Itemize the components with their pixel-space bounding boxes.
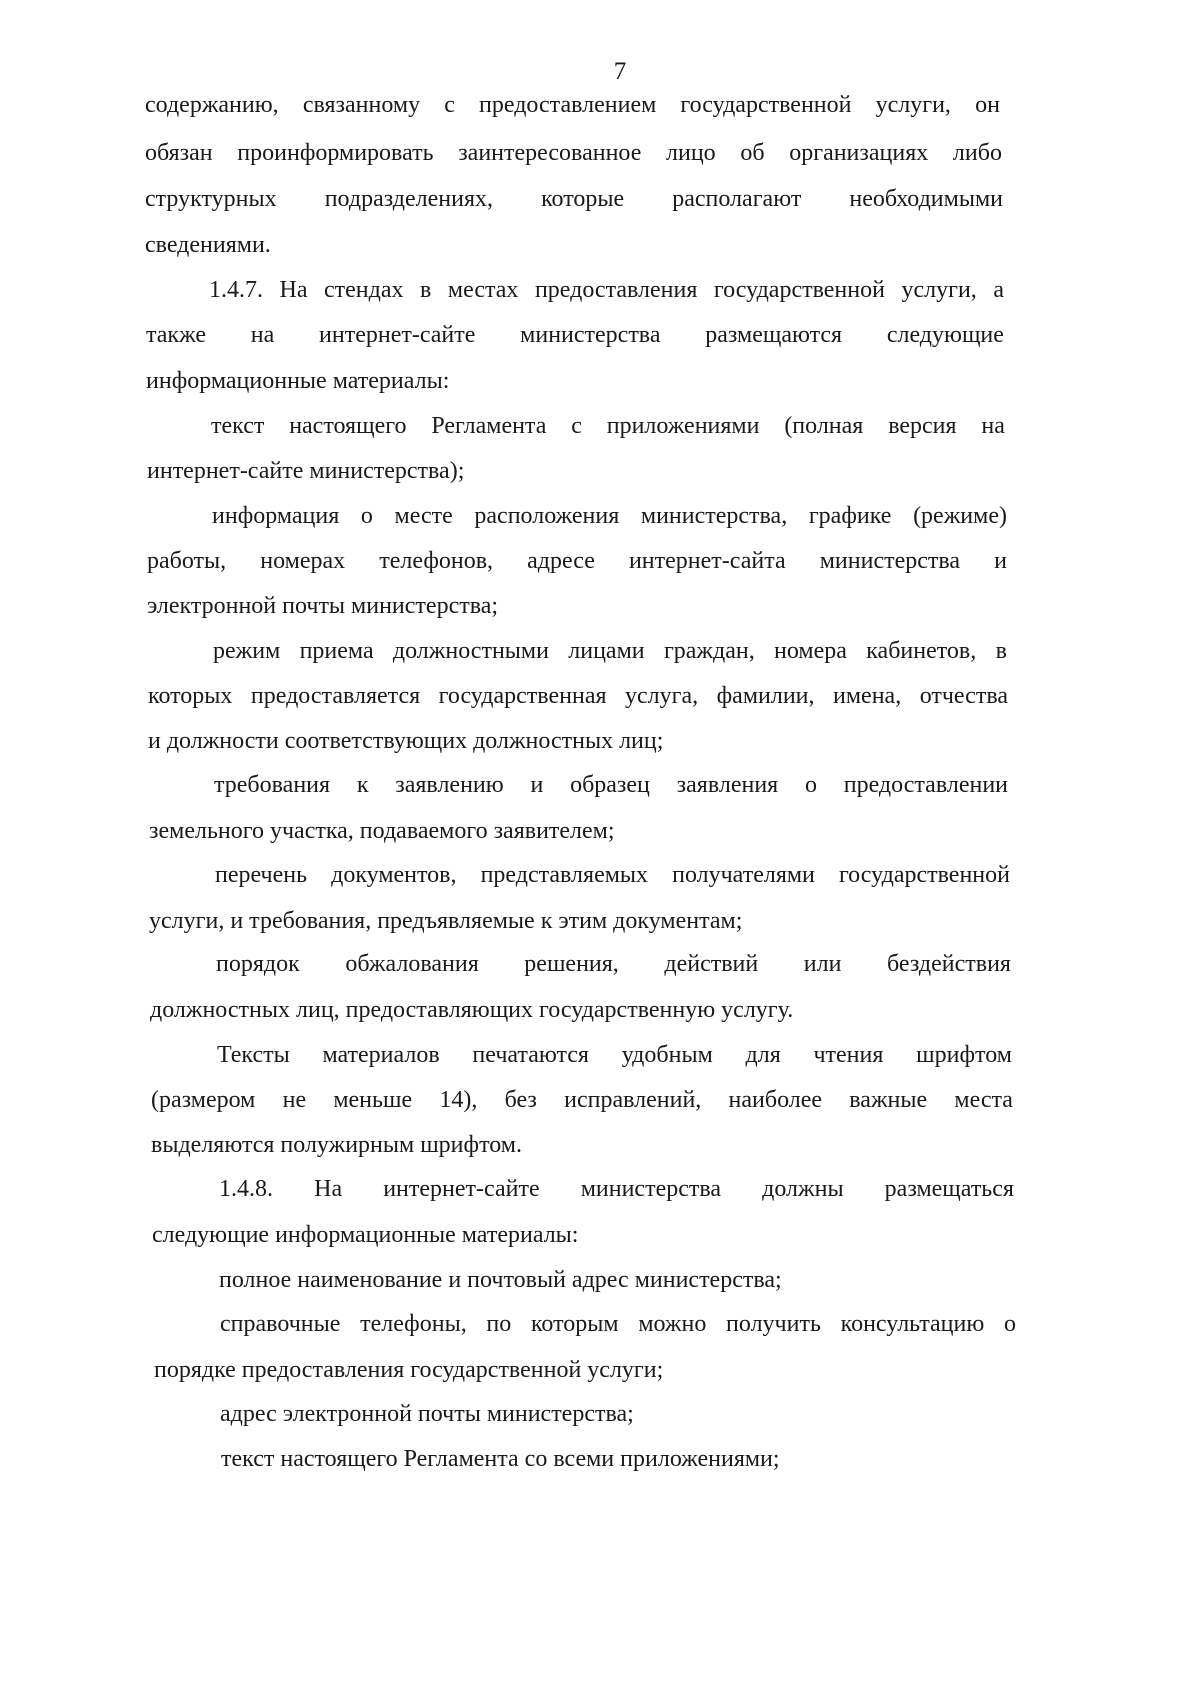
word: телефоны, (360, 1311, 467, 1337)
word: адресе (527, 548, 595, 574)
text-line (151, 1085, 1013, 1115)
word: лицо (666, 140, 716, 166)
list-item-line (211, 411, 1005, 441)
word: интернет-сайта (628, 548, 786, 574)
word: шрифтом (916, 1042, 1012, 1068)
word: приема (299, 638, 374, 664)
paragraph-first-line (217, 1040, 1012, 1070)
word: информация (212, 503, 340, 529)
word: государственной (680, 92, 852, 118)
word: заявления (676, 772, 779, 798)
word: предоставлением (479, 92, 657, 118)
text-line: земельного участка, подаваемого заявителем; (149, 818, 615, 844)
word: наиболее (728, 1087, 823, 1113)
text-line: сведениями. (145, 232, 271, 258)
word: можно (638, 1311, 707, 1337)
list-item-line (213, 636, 1007, 666)
list-item-line (212, 501, 1007, 531)
word: меньше (333, 1087, 413, 1113)
word: (полная (784, 413, 864, 439)
list-item-line (214, 770, 1008, 800)
word: получателями (672, 862, 815, 888)
word: удобным (621, 1042, 713, 1068)
text-line: информационные материалы: (146, 368, 450, 394)
word: стендах (324, 277, 404, 303)
text-line (145, 138, 1002, 168)
word: связанному (302, 92, 421, 118)
text-line: следующие информационные материалы: (152, 1222, 579, 1248)
word: материалов (322, 1042, 440, 1068)
word: Регламента (431, 413, 547, 439)
word: предоставлении (843, 772, 1008, 798)
word: требования (214, 772, 331, 798)
word: перечень (215, 862, 308, 888)
word: расположения (474, 503, 620, 529)
word: обязан (145, 140, 213, 166)
word: без (504, 1087, 537, 1113)
text-line (148, 681, 1008, 711)
word: 1.4.7. (209, 277, 263, 303)
word: в (420, 277, 432, 303)
word: (размером (151, 1087, 256, 1113)
word: услуга, (625, 683, 699, 709)
word: образец (570, 772, 650, 798)
word: печатаются (472, 1042, 589, 1068)
word: для (745, 1042, 781, 1068)
text-line: интернет-сайте министерства); (147, 458, 465, 484)
word: телефонов, (379, 548, 494, 574)
text-line: и должности соответствующих должностных лиц; (148, 728, 664, 754)
word: имена, (833, 683, 902, 709)
text-line: также на интернет-сайте министерства размещаются следующие (146, 322, 1004, 348)
word: услуги, (901, 277, 977, 303)
word: государственной (713, 277, 885, 303)
word: а (993, 277, 1004, 303)
word: предоставления (534, 277, 698, 303)
page-number: 7 (613, 58, 627, 85)
word: министерства (819, 548, 961, 574)
list-item-line (215, 860, 1010, 890)
word: государственная (438, 683, 607, 709)
word: консультацию (840, 1311, 985, 1337)
word: получить (726, 1311, 821, 1337)
text-line: выделяются полужирным шрифтом. (151, 1132, 522, 1158)
text-line: порядке предоставления государственной услуги; (154, 1357, 664, 1383)
word: заявлению (395, 772, 504, 798)
word: с (571, 413, 582, 439)
word: документов, (331, 862, 457, 888)
list-item-line: полное наименование и почтовый адрес министерства; (219, 1267, 782, 1293)
word: с (444, 92, 455, 118)
word: в (995, 638, 1007, 664)
word: он (975, 92, 1000, 118)
paragraph-first-line: 1.4.8. На интернет-сайте министерства должны размещаться (219, 1176, 1014, 1202)
word: Тексты (217, 1042, 290, 1068)
word: текст (211, 413, 265, 439)
word: лицами (568, 638, 645, 664)
word: местах (447, 277, 519, 303)
word: министерства, (640, 503, 788, 529)
word: (режиме) (913, 503, 1007, 529)
word: содержанию, (145, 92, 279, 118)
word: отчества (919, 683, 1008, 709)
word: и (994, 548, 1007, 574)
word: не (282, 1087, 307, 1113)
word: которым (530, 1311, 619, 1337)
word: приложениями (606, 413, 760, 439)
word: организациях (789, 140, 929, 166)
word: графике (808, 503, 892, 529)
word: государственной (838, 862, 1010, 888)
word: либо (952, 140, 1002, 166)
word: предоставляется (250, 683, 421, 709)
word: по (486, 1311, 512, 1337)
word: справочные (220, 1311, 341, 1337)
word: о (804, 772, 817, 798)
word: которых (148, 683, 233, 709)
text-line (147, 546, 1007, 576)
text-line: услуги, и требования, предъявляемые к этим документам; (149, 908, 743, 934)
word: проинформировать (237, 140, 434, 166)
word: должностными (392, 638, 549, 664)
word: На (279, 277, 308, 303)
list-item-line: порядок обжалования решения, действий или бездействия (216, 951, 1011, 977)
word: об (740, 140, 765, 166)
word: номера (774, 638, 847, 664)
word: важные (849, 1087, 928, 1113)
word: заинтересованное (458, 140, 642, 166)
word: номерах (260, 548, 346, 574)
list-item-line: текст настоящего Регламента со всеми приложениями; (221, 1446, 780, 1472)
word: к (356, 772, 369, 798)
word: работы, (147, 548, 227, 574)
word: о (360, 503, 373, 529)
word: места (954, 1087, 1013, 1113)
word: фамилии, (716, 683, 815, 709)
word: месте (394, 503, 453, 529)
word: версия (888, 413, 957, 439)
list-item-line: адрес электронной почты министерства; (220, 1401, 634, 1427)
word: кабинетов, (866, 638, 977, 664)
word: и (530, 772, 544, 798)
word: настоящего (289, 413, 407, 439)
text-line: должностных лиц, предоставляющих государственную услугу. (150, 997, 794, 1023)
word: режим (213, 638, 281, 664)
word: услуги, (875, 92, 951, 118)
text-line: электронной почты министерства; (147, 593, 499, 619)
word: о (1003, 1311, 1016, 1337)
word: исправлений, (564, 1087, 702, 1113)
text-line (145, 90, 1000, 120)
word: представляемых (480, 862, 649, 888)
word: граждан, (663, 638, 755, 664)
text-line: структурных подразделениях, которые располагают необходимыми (145, 186, 1003, 212)
paragraph-first-line (209, 275, 1004, 305)
word: на (981, 413, 1005, 439)
word: чтения (813, 1042, 884, 1068)
list-item-line (220, 1309, 1016, 1339)
word: 14), (439, 1087, 478, 1113)
